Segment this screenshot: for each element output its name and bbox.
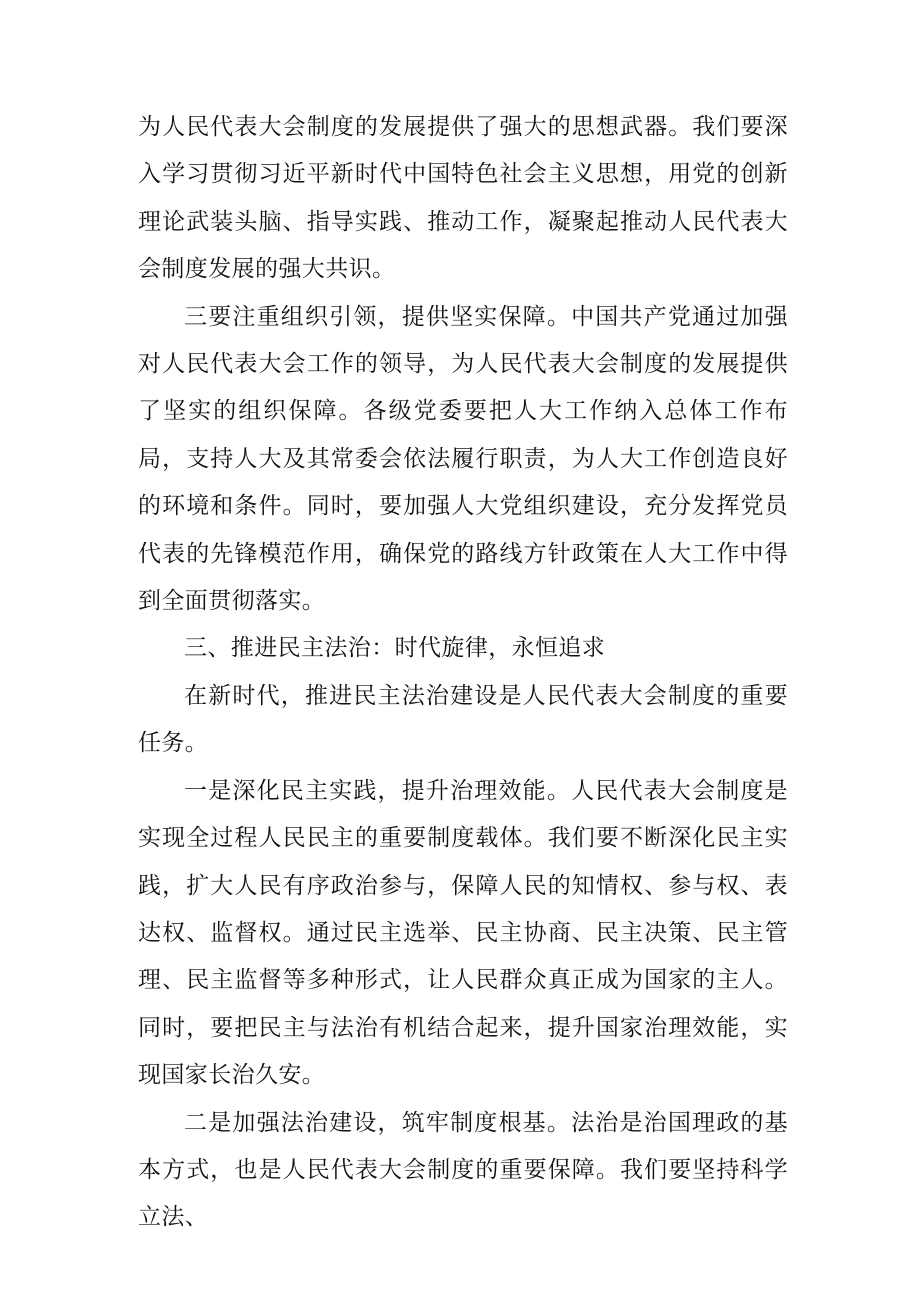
paragraph-rule-of-law: 二是加强法治建设，筑牢制度根基。法治是治国理政的基本方式，也是人民代表大会制度的重要保障。我们要坚持科学立法、 <box>138 1109 788 1231</box>
paragraph-organizational-guidance: 三要注重组织引领，提供坚实保障。中国共产党通过加强对人民代表大会工作的领导，为人民代表大会制度的发展提供了坚实的组织保障。各级党委要把人大工作纳入总体工作布局，支持人大及其常委会依法履行职责，为人大工作创造良好的环境和条件。同时，要加强人大党组织建设，充分发挥党员代表的先锋模范作用，确保党的路线方针政策在人大工作中得到全面贯彻落实。 <box>138 303 788 615</box>
document-body <box>138 104 788 1242</box>
paragraph-deepen-democracy: 一是深化民主实践，提升治理效能。人民代表大会制度是实现全过程人民民主的重要制度载体。我们要不断深化民主实践，扩大人民有序政治参与，保障人民的知情权、参与权、表达权、监督权。通过民主选举、民主协商、民主决策、民主管理、民主监督等多种形式，让人民群众真正成为国家的主人。同时，要把民主与法治有机结合起来，提升国家治理效能，实现国家长治久安。 <box>138 777 788 1089</box>
paragraph-continuation: 为人民代表大会制度的发展提供了强大的思想武器。我们要深入学习贯彻习近平新时代中国特色社会主义思想，用党的创新理论武装头脑、指导实践、推动工作，凝聚起推动人民代表大会制度发展的强大共识。 <box>138 114 788 283</box>
paragraph-new-era-task: 在新时代，推进民主法治建设是人民代表大会制度的重要任务。 <box>138 682 788 757</box>
section-heading: 三、推进民主法治：时代旋律，永恒追求 <box>184 635 606 662</box>
